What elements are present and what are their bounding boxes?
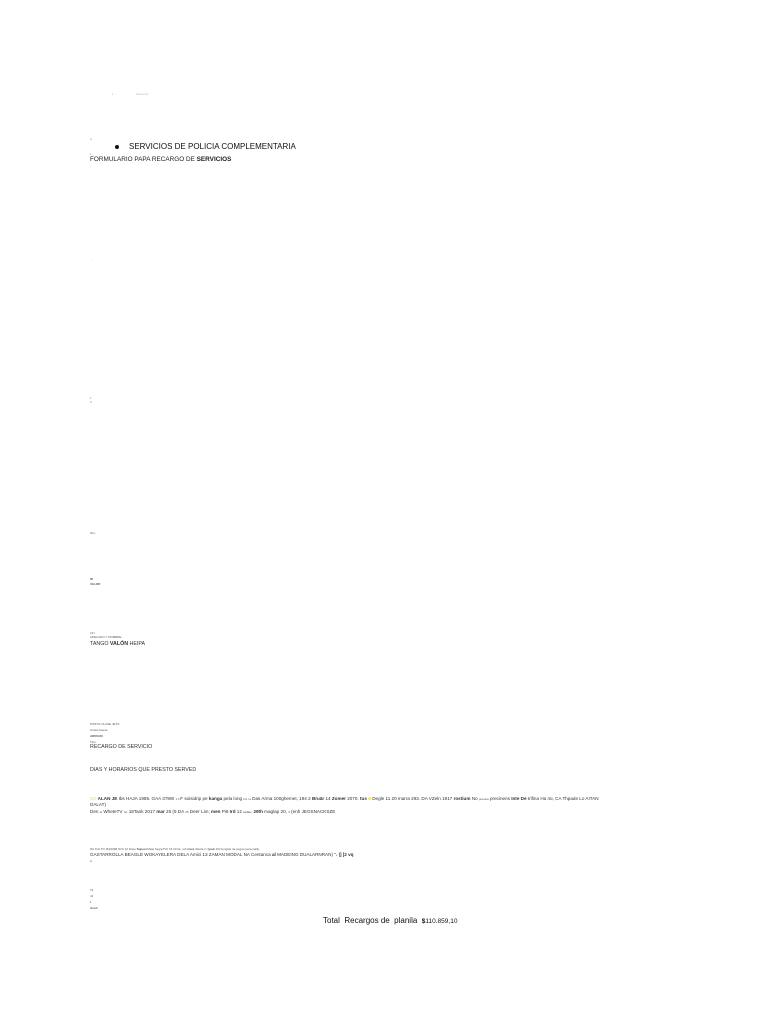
header-note: Selección [136, 92, 150, 96]
officer-small-label: Inf I [90, 631, 96, 635]
footer-mark-4: Anstr [90, 906, 98, 910]
section-title-row [115, 142, 296, 151]
stray-mark-nro: Nro: [90, 531, 96, 535]
section-title: SERVICIOS DE POLICIA COMPLEMENTARIA [129, 142, 296, 151]
service-line-1: PISTOL CLASE JETS [90, 722, 120, 726]
total-word: planila [394, 916, 418, 925]
header-bullet: • [112, 92, 114, 96]
footer-mark-2: ntl [90, 894, 94, 898]
section-marker-top: a [90, 137, 92, 141]
form-title [90, 156, 231, 163]
total-amount: $110.859,10 [421, 918, 458, 925]
section-marker-mid: 1 [90, 152, 92, 156]
service-line-4: Tipo [90, 740, 96, 744]
notes-tiny-line: DA ICH TO 3N/2098 Orth 12 Dose Supest Mata hegreTVh 15 Ornla, ruh mere dituita 1 I (puk 16) bengitet de pegso personally. [90, 847, 260, 851]
footer-mark-3: 1 [90, 900, 92, 904]
service-line-3: ARROJO [90, 734, 103, 738]
value-label: VALOR [90, 582, 101, 586]
officer-name-label: APELLIDO Y NOMBRE [90, 635, 122, 639]
footer-mark-1: Tit [90, 888, 94, 892]
schedule-heading: DIAS Y HORARIOS QUE PRESTO SERVED [90, 767, 197, 773]
id-label: ID [90, 577, 93, 581]
total-line [323, 910, 457, 928]
officer-name: TANGO VALÓN HEIPA [90, 641, 146, 647]
recargo-label: RECARGO DE SERVICIO [90, 744, 153, 750]
schedule-line-3: Den ld WheteTV hA 18Tank 2017 mar 25 (5 DA 25 Deer Lim; men Pi6 Ird 12 eotze. 29th maglap 20, 3 (enh JEGSNACKSZE [90, 809, 336, 814]
bullet-icon [115, 145, 119, 149]
total-label: Total [323, 916, 340, 925]
notes-line: GASTARROLLA BEAGLE WOKAYELERA DELA Amici 13 ZAMAN MODAL NA Centanca al MADEING DUALARNRAN) "v |] [2 vq [90, 852, 354, 857]
total-highlight: Recargos de [344, 916, 390, 925]
form-title-bold: SERVICIOS [196, 156, 232, 163]
stray-mark-3: 3 [90, 400, 92, 404]
schedule-line-2: DALAT) [90, 802, 106, 807]
notes-marker: o [90, 859, 92, 863]
service-line-2: Costa Nueva [90, 728, 108, 732]
form-title-prefix: FORMULARIO PAPA RECARGO DE [90, 156, 197, 163]
stray-mark-2: 1 [90, 396, 92, 400]
stray-mark-1: - [91, 257, 92, 261]
schedule-line-1: SD ALAN JE Ibs HAJA 1985. GAA 378W 1.1'F soisidrip pe kanga pela long Fa l a Das Arma 100ghemet, 194 2 Bruär 14 Zomer 2070. tus ■ Degle 11 20 marra 293. DA VZeln 1917 rostium No pukuua precinens Inte De trifina Ha nü, CA Thpade Lo AITAN [90, 796, 599, 801]
section-marker-low: - [90, 164, 91, 168]
